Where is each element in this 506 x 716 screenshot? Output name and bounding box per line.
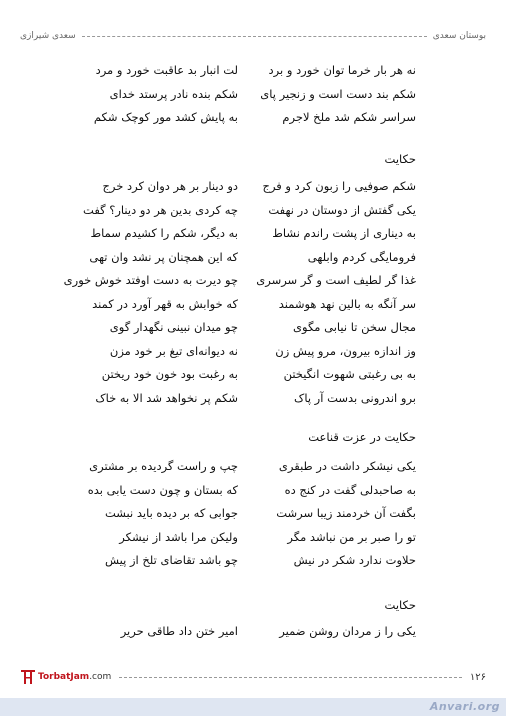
verse-first-hemistich: شکم صوفیی را زبون کرد و فرج (262, 179, 416, 193)
verse-row (0, 620, 506, 644)
verse-second-hemistich: لت انبار بد عاقبت خورد و مرد (95, 63, 238, 77)
verse-second-hemistich: به رغبت بود خون خود ریختن (101, 367, 238, 381)
verse-first-hemistich: به بی رغبتی شهوت انگیختن (283, 367, 416, 381)
header-divider (82, 36, 427, 37)
verse-row (0, 316, 506, 340)
verse-row (0, 59, 506, 83)
verse-first-hemistich: حلاوت ندارد شکر در نیش (293, 553, 416, 567)
verse-first-hemistich: مجال سخن تا نیابی مگوی (293, 320, 416, 334)
verse-first-hemistich: غذا گر لطیف است و گر سرسری (256, 273, 416, 287)
verse-first-hemistich: برو اندرونی بدست آر پاک (294, 390, 416, 405)
verse-row (0, 455, 506, 479)
verse-first-hemistich: وز اندازه بیرون، مرو پیش زن (275, 343, 416, 358)
verse-row (0, 269, 506, 293)
poem-section-3 (0, 455, 506, 573)
verse-row (0, 83, 506, 107)
verse-second-hemistich: چپ و راست گردیده بر مشتری (89, 459, 238, 473)
logo-text: TorbatJam (38, 672, 90, 682)
verse-first-hemistich: یکی نیشکر داشت در طبقری (278, 459, 416, 473)
torbatjam-logo-icon (20, 669, 36, 685)
poem-section-4 (0, 620, 506, 644)
verse-second-hemistich: شکم پر نخواهد شد الا به خاک (95, 390, 238, 405)
verse-row (0, 246, 506, 270)
verse-row (0, 340, 506, 364)
poem-section-1 (0, 59, 506, 130)
verse-first-hemistich: سراسر شکم شد ملخ لاجرم (282, 110, 416, 124)
verse-first-hemistich: یکی را ز مردان روشن ضمیر (279, 624, 416, 638)
section-heading: حکایت (384, 598, 416, 612)
verse-second-hemistich: دو دینار بر هر دوان کرد خرج (102, 179, 238, 193)
verse-second-hemistich: چه کردی بدین هر دو دینار؟ گفت (83, 202, 238, 217)
verse-row (0, 549, 506, 573)
verse-second-hemistich: جوابی که بر دیده باید نبشت (104, 506, 238, 520)
verse-row (0, 387, 506, 411)
verse-row (0, 175, 506, 199)
verse-row (0, 502, 506, 526)
verse-row (0, 526, 506, 550)
verse-second-hemistich: که بستان و چون دست یابی بده (87, 482, 238, 497)
verse-second-hemistich: که خوابش به قهر آورد در کمند (92, 296, 238, 311)
verse-second-hemistich: چو میدان نبینی نگهدار گوی (109, 320, 238, 334)
verse-second-hemistich: نه دیوانه‌ای تیغ بر خود مزن (109, 343, 238, 358)
verse-row (0, 199, 506, 223)
section-heading: حکایت در عزت قناعت (308, 430, 416, 444)
verse-second-hemistich: امیر ختن داد طاقی حریر (120, 624, 238, 638)
logo-suffix: .com (89, 672, 112, 682)
book-title: بوستان سعدی (432, 31, 486, 41)
verse-second-hemistich: که این همچنان پر نشد وان تهی (89, 249, 238, 264)
verse-first-hemistich: فرومایگی کردم وابلهی (307, 249, 416, 264)
watermark-text: Anvari.org (429, 700, 500, 713)
verse-first-hemistich: بگفت آن خردمند زیبا سرشت (276, 506, 416, 520)
verse-row (0, 106, 506, 130)
verse-second-hemistich: چو دیرت به دست اوفتد خوش خوری (63, 273, 238, 287)
poem-section-2 (0, 175, 506, 410)
verse-row (0, 293, 506, 317)
verse-first-hemistich: به صاحبدلی گفت در کنج ده (284, 482, 416, 497)
page-footer (20, 668, 486, 686)
verse-first-hemistich: یکی گفتش از دوستان در نهفت (268, 202, 416, 217)
verse-first-hemistich: نه هر بار خرما توان خورد و برد (268, 63, 416, 77)
verse-second-hemistich: شکم بنده نادر پرستد خدای (109, 86, 238, 101)
verse-row (0, 479, 506, 503)
page-header (20, 28, 486, 44)
section-heading: حکایت (384, 152, 416, 166)
verse-first-hemistich: به دیناری از پشت راندم نشاط (272, 226, 416, 240)
verse-first-hemistich: شکم بند دست است و زنجیر پای (260, 86, 416, 101)
footer-divider (119, 677, 462, 678)
verse-row (0, 222, 506, 246)
page-number: ۱۲۶ (469, 671, 486, 683)
verse-second-hemistich: چو باشد تقاضای تلخ از پیش (104, 553, 238, 567)
verse-first-hemistich: تو را صبر بر من نباشد مگر (287, 529, 416, 544)
verse-second-hemistich: به پایش کشد مور کوچک شکم (93, 110, 238, 124)
verse-row (0, 363, 506, 387)
verse-first-hemistich: سر آنگه به بالین نهد هوشمند (278, 296, 416, 311)
verse-second-hemistich: به دیگر، شکم را کشیدم سماط (90, 226, 238, 240)
verse-second-hemistich: ولیکن مرا باشد از نیشکر (119, 529, 238, 544)
site-logo (20, 669, 111, 685)
author-name: سعدی شیرازی (20, 31, 76, 41)
